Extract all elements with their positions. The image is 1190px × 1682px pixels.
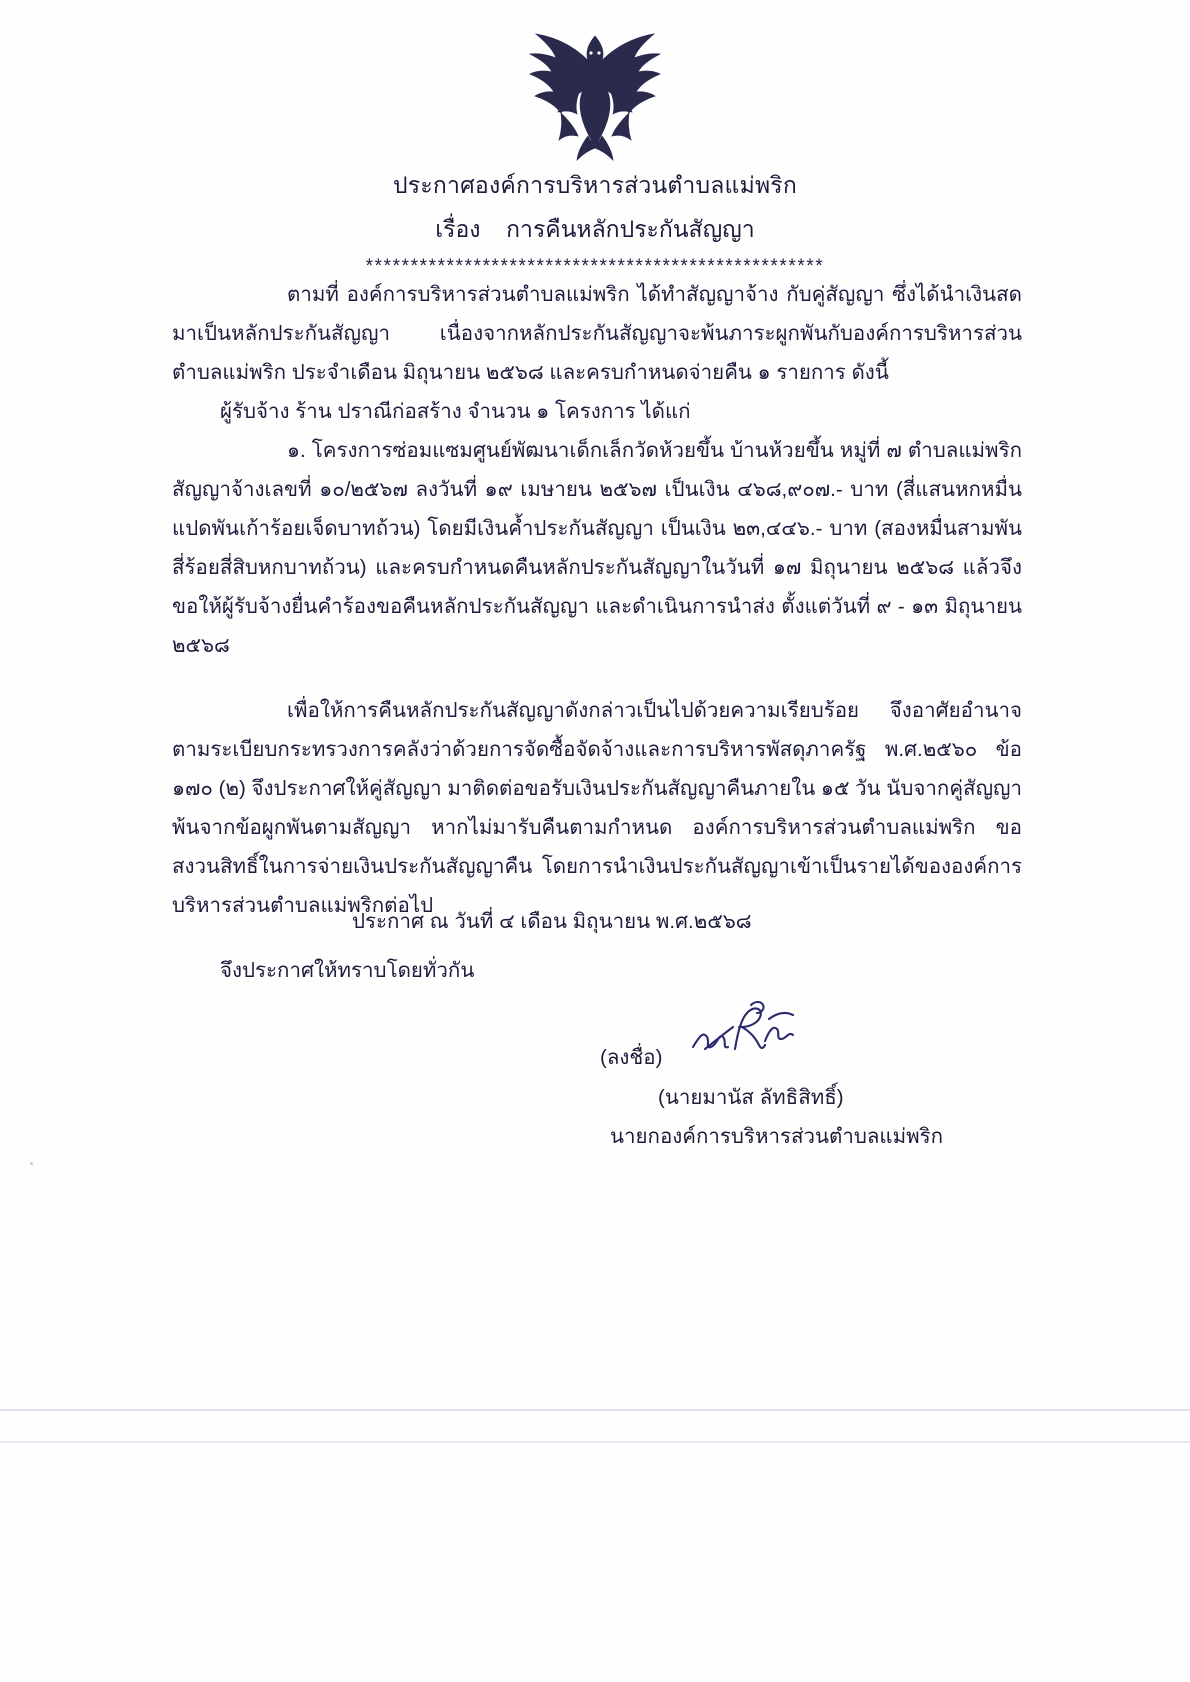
star-separator: *************************************************** bbox=[365, 256, 825, 277]
scan-artifact-line-top bbox=[0, 1409, 1190, 1411]
page-title: ประกาศองค์การบริหารส่วนตำบลแม่พริก bbox=[392, 172, 797, 198]
signature-label: (ลงชื่อ) bbox=[600, 1046, 663, 1069]
document-body bbox=[172, 275, 1022, 990]
list-item: ๑. โครงการซ่อมแซมศูนย์พัฒนาเด็กเล็กวัดห้วยขึ้น บ้านห้วยขึ้น หมู่ที่ ๗ ตำบลแม่พริก สัญญาจ้างเลขที่ ๑๐/๒๕๖๗ ลงวันที่ ๑๙ เมษายน ๒๕๖๗ เป็นเงิน ๔๖๘,๙๐๗.- บาท (สี่แสนหกหมื่นแปดพันเก้าร้อยเจ็ดบาทถ้วน) โดยมีเงินค้ำประกันสัญญา เป็นเงิน ๒๓,๔๔๖.- บาท (สองหมื่นสามพันสี่ร้อยสี่สิบหกบาทถ้วน) และครบกำหนดคืนหลักประกันสัญญาในวันที่ ๑๗ มิถุนายน ๒๕๖๘ แล้วจึงขอให้ผู้รับจ้างยื่นคำร้องขอคืนหลักประกันสัญญา และดำเนินการนำส่ง ตั้งแต่วันที่ ๙ - ๑๓ มิถุนายน ๒๕๖๘ bbox=[172, 439, 1022, 657]
paragraph-intro: ตามที่ องค์การบริหารส่วนตำบลแม่พริก ได้ทำสัญญาจ้าง กับคู่สัญญา ซึ่งได้นำเงินสดมาเป็นหลักประกันสัญญา เนื่องจากหลักประกันสัญญาจะพ้นภาระผูกพันกับองค์การบริหารส่วนตำบลแม่พริก ประจำเดือน มิถุนายน ๒๕๖๘ และครบกำหนดจ่ายคืน ๑ รายการ ดังนี้ bbox=[172, 283, 1022, 384]
garuda-emblem-icon bbox=[520, 24, 670, 164]
notice-date: ประกาศ ณ วันที่ ๔ เดือน มิถุนายน พ.ศ.๒๕๖๘ bbox=[352, 910, 752, 933]
handwritten-signature-icon bbox=[685, 997, 805, 1067]
paragraph-contractor: ผู้รับจ้าง ร้าน ปราณีก่อสร้าง จำนวน ๑ โครงการ ได้แก่ bbox=[220, 400, 691, 423]
signature-block bbox=[600, 1035, 1020, 1153]
subject-prefix: เรื่อง bbox=[435, 216, 481, 242]
signer-position: นายกองค์การบริหารส่วนตำบลแม่พริก bbox=[610, 1125, 944, 1148]
paragraph-gap bbox=[172, 665, 1022, 691]
paragraph-regulation: เพื่อให้การคืนหลักประกันสัญญาดังกล่าวเป็นไปด้วยความเรียบร้อย จึงอาศัยอำนาจตามระเบียบกระทรวงการคลังว่าด้วยการจัดซื้อจัดจ้างและการบริหารพัสดุภาครัฐ พ.ศ.๒๕๖๐ ข้อ ๑๗๐ (๒) จึงประกาศให้คู่สัญญา มาติดต่อขอรับเงินประกันสัญญาคืนภายใน ๑๕ วัน นับจากคู่สัญญาพ้นจากข้อผูกพันตามสัญญา หากไม่มารับคืนตามกำหนด องค์การบริหารส่วนตำบลแม่พริก ขอสงวนสิทธิ์ในการจ่ายเงินประกันสัญญาคืน โดยการนำเงินประกันสัญญาเข้าเป็นรายได้ขององค์การบริหารส่วนตำบลแม่พริกต่อไป bbox=[172, 699, 1023, 917]
signer-name: (นายมานัส ลัทธิสิทธิ์) bbox=[658, 1086, 844, 1109]
scan-artifact-line-bottom bbox=[0, 1441, 1190, 1443]
document-subject bbox=[0, 212, 1190, 248]
document-header bbox=[0, 168, 1190, 278]
subject-text: การคืนหลักประกันสัญญา bbox=[506, 216, 755, 242]
paragraph-closing: จึงประกาศให้ทราบโดยทั่วกัน bbox=[220, 959, 475, 982]
scan-artifact-dot bbox=[30, 1162, 33, 1165]
